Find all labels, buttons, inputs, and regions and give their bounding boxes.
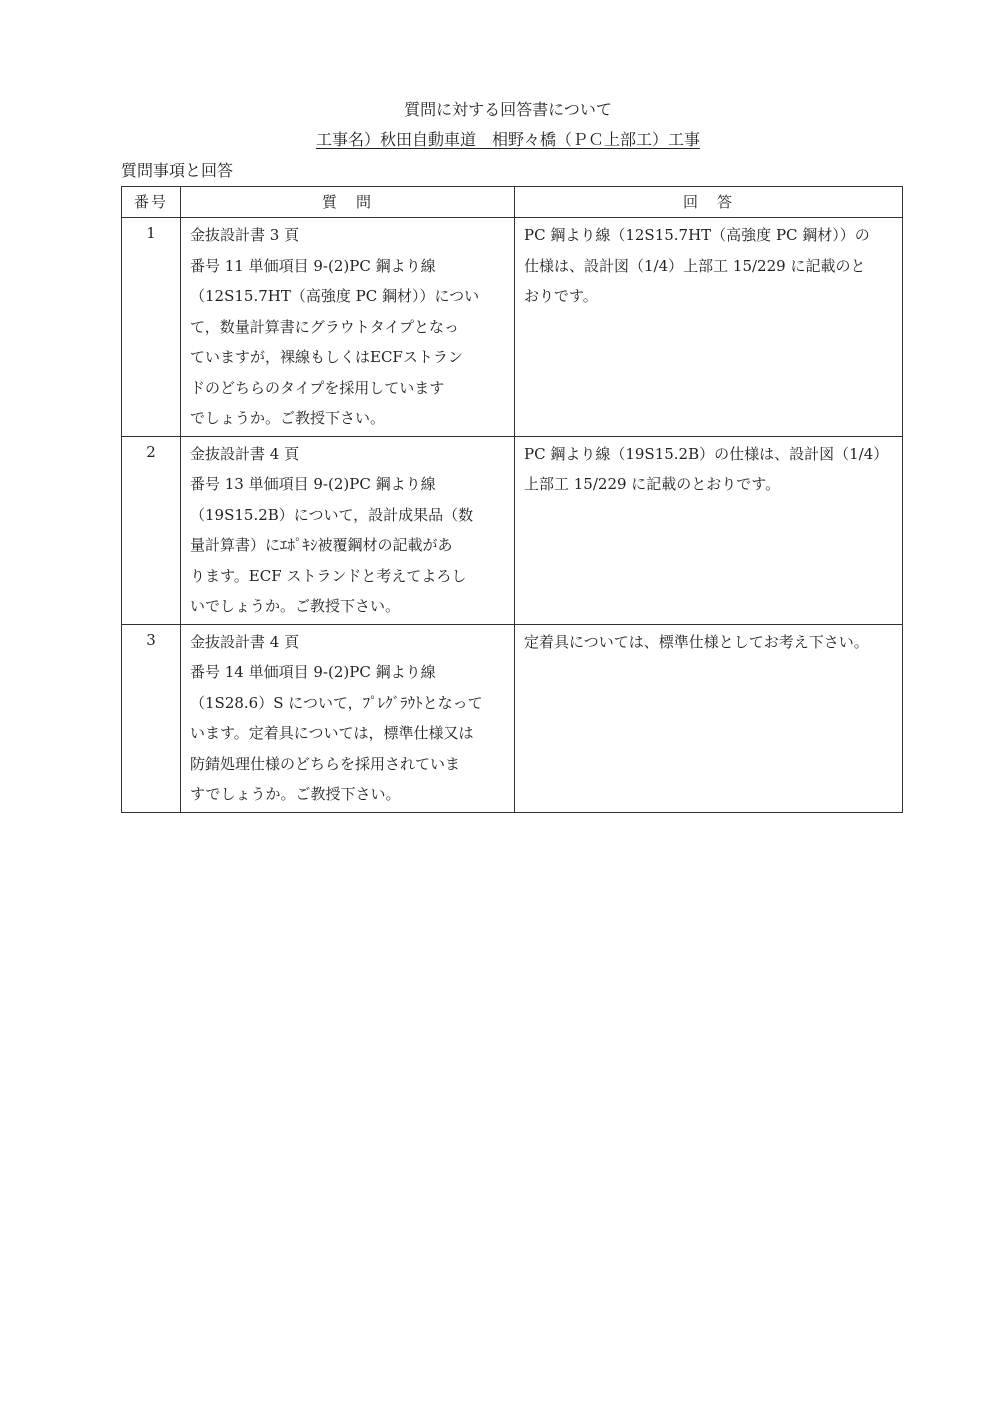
question-line: 防錆処理仕様のどちらを採用されていま: [190, 754, 461, 773]
answer-line: PC 鋼より線（19S15.2B）の仕様は、設計図（1/4）: [524, 444, 889, 463]
question-line: います。定着具については，標準仕様又は: [190, 724, 474, 742]
row-number: 2: [122, 436, 181, 624]
question-line: いでしょうか。ご教授下さい。: [190, 597, 401, 615]
question-line: すでしょうか。ご教授下さい。: [190, 785, 401, 803]
question-line: （12S15.7HT（高強度 PC 鋼材））につい: [190, 287, 480, 305]
header-answer: 回 答: [515, 187, 903, 218]
question-cell: [181, 624, 515, 812]
project-name-text: 工事名）秋田自動車道 相野々橋（ＰＣ上部工）工事: [315, 130, 700, 149]
question-line: 金抜設計書 3 頁: [190, 226, 300, 244]
question-cell: [181, 218, 515, 437]
answer-line: 上部工 15/229 に記載のとおりです。: [524, 475, 781, 493]
question-line: 番号 13 単価項目 9-(2)PC 鋼より線: [190, 475, 436, 493]
question-line: （1S28.6）S について，ﾌﾟﾚｸﾞﾗｳﾄとなって: [190, 693, 483, 712]
section-heading: 質問事項と回答: [121, 161, 234, 180]
question-line: ていますが，裸線もしくはECFストラン: [190, 348, 463, 366]
question-line: て，数量計算書にグラウトタイプとなっ: [190, 317, 459, 336]
table-row: [122, 218, 903, 437]
answer-line: 定着具については、標準仕様としてお考え下さい。: [524, 632, 869, 651]
header-number: 番号: [122, 187, 181, 218]
question-line: 金抜設計書 4 頁: [190, 444, 300, 463]
question-line: 量計算書）にｴﾎﾟｷｼ被覆鋼材の記載があ: [190, 536, 453, 554]
question-line: ります。ECF ストランドと考えてよろし: [190, 566, 467, 585]
question-line: 番号 11 単価項目 9-(2)PC 鋼より線: [190, 256, 436, 275]
table-row: [122, 436, 903, 624]
answer-cell: [515, 624, 903, 812]
qa-table: [121, 186, 903, 813]
question-cell: [181, 436, 515, 624]
answer-cell: [515, 436, 903, 624]
answer-line: 仕様は、設計図（1/4）上部工 15/229 に記載のと: [524, 256, 866, 275]
question-line: 金抜設計書 4 頁: [190, 632, 300, 651]
answer-line: PC 鋼より線（12S15.7HT（高強度 PC 鋼材））の: [524, 226, 870, 244]
question-line: 番号 14 単価項目 9-(2)PC 鋼より線: [190, 663, 436, 681]
question-line: （19S15.2B）について，設計成果品（数: [190, 505, 474, 524]
question-line: でしょうか。ご教授下さい。: [190, 409, 386, 427]
header-question: 質 問: [181, 187, 515, 218]
answer-cell: [515, 218, 903, 437]
document-title: 質問に対する回答書について: [404, 100, 612, 119]
project-name: [0, 128, 1000, 152]
row-number: 3: [122, 624, 181, 812]
row-number: 1: [122, 218, 181, 437]
table-header-row: [122, 187, 903, 218]
answer-line: おりです。: [524, 287, 598, 305]
question-line: ドのどちらのタイプを採用しています: [190, 378, 445, 397]
table-row: [122, 624, 903, 812]
